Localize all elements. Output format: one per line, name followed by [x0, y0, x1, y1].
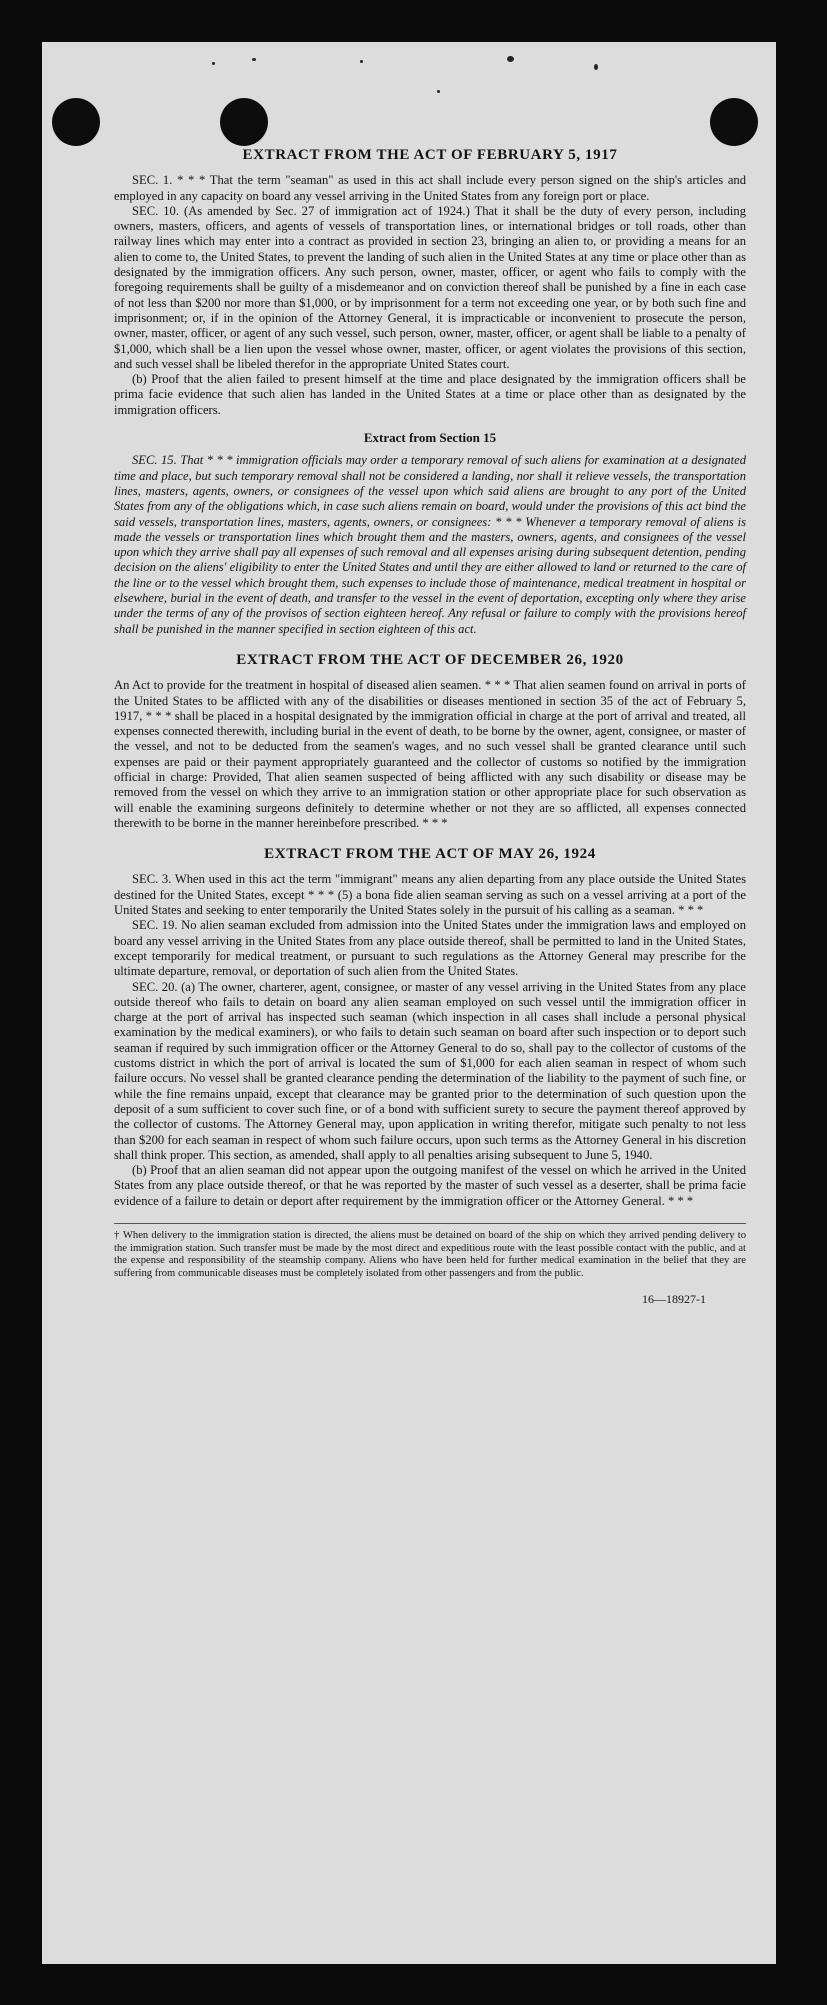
scan-speck — [212, 62, 215, 65]
paragraph-sec-3: SEC. 3. When used in this act the term "immigrant" means any alien departing from any place outside the United States destined for the United States, except * * * (5) a bona fide alien seaman serving as such on a vessel arriving at a port of the United States and seeking to enter temporarily the United States solely in the pursuit of his calling as a seaman. * * * — [114, 872, 746, 918]
document-page — [42, 42, 776, 1964]
paragraph-sec-20-b: (b) Proof that an alien seaman did not appear upon the outgoing manifest of the vessel on which he arrived in the United States from any place outside thereof, or that he was reported by the master of such vessel as a deserter, shall be prima facie evidence of a failure to detain or deport after requirement by the immigration officer or the Attorney General. * * * — [114, 1163, 746, 1208]
paragraph-sec-19: SEC. 19. No alien seaman excluded from admission into the United States under the immigration laws and employed on board any vessel arriving in the United States from any place outside thereof, shall be permitted to land in the United States, except temporarily for medical treatment, or pursuant to such regulations as the Attorney General may prescribe for the ultimate departure, removal, or deportation of such alien from the United States. — [114, 918, 746, 979]
punch-hole — [52, 98, 100, 146]
scan-speck — [437, 90, 440, 93]
punch-hole — [710, 98, 758, 146]
punch-hole — [220, 98, 268, 146]
scan-speck — [507, 56, 514, 62]
paragraph-sec-10-b: (b) Proof that the alien failed to present himself at the time and place designated by the immigration officers shall be prima facie evidence that such alien has landed in the United States at a time or place other than as designated by the immigration officers. — [114, 372, 746, 417]
scan-speck — [360, 60, 363, 63]
heading-section-15: Extract from Section 15 — [363, 430, 497, 446]
paragraph-sec-10: SEC. 10. (As amended by Sec. 27 of immigration act of 1924.) That it shall be the duty of every person, including owners, masters, officers, and agents of vessels of transportation lines, or international bridges or toll roads, other than railway lines which may enter into a contract as provided in section 23, bringing an alien to, or providing a means for an alien to come to, the United States, to prevent the landing of such alien in the United States at any time or place other than as designated by the immigration officers. Any such person, owner, master, officer, or agent who fails to comply with the foregoing requirements shall be guilty of a misdemeanor and on conviction thereof shall be punished by a fine in each case of not less than $200 nor more than $1,000, or by imprisonment for a term not exceeding one year, or by both such fine and imprisonment; or, if in the opinion of the Attorney General, it is impracticable or inconvenient to prosecute the person, owner, master, officer, or agent of any such vessel, such person, owner, master, officer, or agent shall be liable to a penalty of $1,000, which shall be a lien upon the vessel whose owner, master, officer, or agent violates the provisions of this section, and such vessel shall be libeled therefor in the appropriate United States court. — [114, 203, 746, 371]
footnote: † When delivery to the immigration station is directed, the aliens must be detained on board of the ship on which they arrived pending delivery to the immigration station. Such transfer must be made by the most direct and expeditious route with the least possible contact with the public, and at the expense and responsibility of the steamship company. Aliens who have been held for further medical examination in the belief that they are suffering from communicable diseases must be completely isolated from other passengers and from the public. — [114, 1223, 746, 1280]
document-text — [114, 142, 746, 1308]
scan-speck — [252, 58, 256, 61]
heading-act-1924: EXTRACT FROM THE ACT OF MAY 26, 1924 — [264, 846, 596, 863]
scan-speck — [594, 64, 598, 70]
paragraph-sec-20-a: SEC. 20. (a) The owner, charterer, agent, consignee, or master of any vessel arriving in the United States from any place outside thereof who fails to detain on board any alien seaman employed on such vessel until the immigration officer in charge at the port of arrival has inspected such seaman (which inspection in all cases shall include a personal physical examination by the medical examiners), or who fails to detain such seaman on board after such inspection or to deport such seaman if required by such immigration officer or the Attorney General to do so, shall pay to the collector of customs of the customs district in which the port of arrival is located the sum of $1,000 for each alien seaman in respect of whom such failure occurs. No vessel shall be granted clearance pending the determination of the liability to the payment of such fine, or while the fine remains unpaid, except that clearance may be granted prior to the determination of such question upon the deposit of a sum sufficient to cover such fine, or of a bond with sufficient surety to secure the payment thereof approved by the collector of customs. The Attorney General may, upon application in writing therefor, mitigate such penalty to not less than $200 for each seaman in respect of whom such failure occurs, upon such terms as the Attorney General in his discretion shall think proper. This section, as amended, shall apply to all penalties arising subsequent to June 5, 1940. — [114, 979, 746, 1162]
form-number: 16—18927-1 — [642, 1292, 706, 1307]
paragraph-sec-15: SEC. 15. That * * * immigration officials may order a temporary removal of such aliens for examination at a designated time and place, but such temporary removal shall not be considered a landing, nor shall it relieve vessels, the transportation lines, masters, agents, owners, or consignees of the vessel upon which said aliens are brought to any port of the United States from any of the obligations which, in case such aliens remain on board, would under the provisions of this act bind the said vessels, transportation lines, masters, agents, owners, or consignees: * * * Whenever a temporary removal of aliens is made the vessels or transportation lines which brought them and the masters, owners, agents, and consignees of the vessel upon which they arrive shall pay all expenses of such removal and all expenses arising during subsequent detention, pending decision on the aliens' eligibility to enter the United States and until they are either allowed to land or returned to the care of the line or to the vessel which brought them, such expenses to include those of maintenance, medical treatment in hospital or elsewhere, burial in the event of death, and transfer to the vessel in the event of deportation, excepting only where they arise under the terms of any of the provisos of section eighteen hereof. Any refusal or failure to comply with the provisions hereof shall be punished in the manner specified in section eighteen of this act. — [114, 453, 746, 636]
paragraph-act-1920: An Act to provide for the treatment in hospital of diseased alien seamen. * * * That alien seamen found on arrival in ports of the United States to be afflicted with any of the disabilities or diseases mentioned in section 35 of the act of February 5, 1917, * * * shall be placed in a hospital designated by the immigration official in charge at the port of arrival and treated, all expenses connected therewith, including burial in the event of death, to be borne by the owner, agent, consignee, or master of the vessel, and not to be deducted from the seamen's wages, and no such vessel shall be granted clearance until such expenses are paid or their payment appropriately guaranteed and the collector of customs so notified by the immigration official in charge: Provided, That alien seamen suspected of being afflicted with any such disability or disease may be removed from the vessel on which they arrive to an immigration station or other appropriate place for such observation as will enable the examining surgeons definitely to determine whether or not they are so afflicted, all expenses connected therewith to be borne in the manner hereinbefore prescribed. * * * — [114, 678, 746, 830]
heading-act-1920: EXTRACT FROM THE ACT OF DECEMBER 26, 1920 — [236, 651, 624, 668]
paragraph-sec-1: SEC. 1. * * * That the term "seaman" as used in this act shall include every person signed on the ship's articles and employed in any capacity on board any vessel arriving in the United States from any foreign port or place. — [114, 173, 746, 203]
heading-act-1917: EXTRACT FROM THE ACT OF FEBRUARY 5, 1917 — [242, 147, 618, 163]
